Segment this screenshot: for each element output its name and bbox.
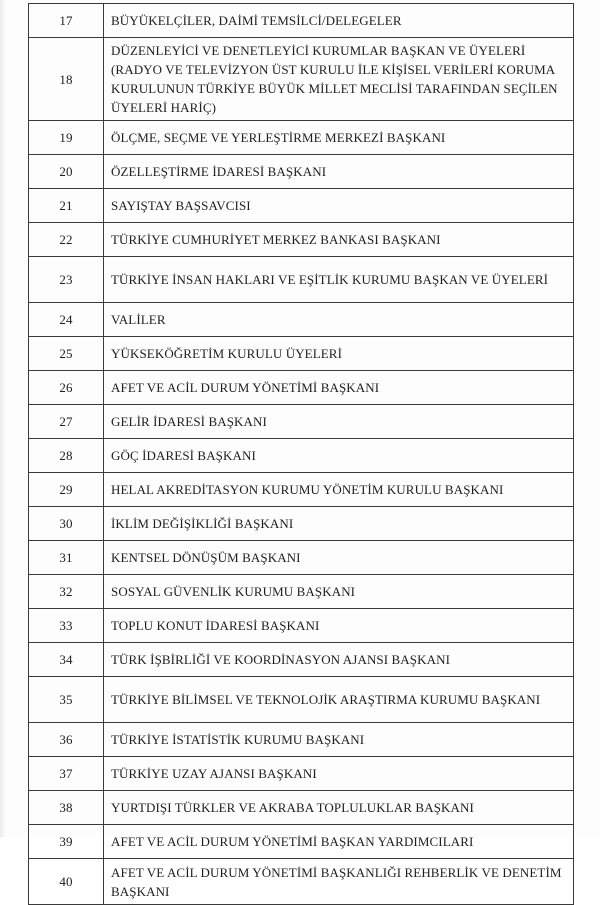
row-number: 19 bbox=[29, 121, 104, 155]
table-row bbox=[29, 337, 574, 371]
row-title: TOPLU KONUT İDARESİ BAŞKANI bbox=[104, 609, 574, 643]
table-row bbox=[29, 223, 574, 257]
row-number: 36 bbox=[29, 723, 104, 757]
row-title: BÜYÜKELÇİLER, DAİMİ TEMSİLCİ/DELEGELER bbox=[104, 4, 574, 38]
table-row bbox=[29, 507, 574, 541]
table-row bbox=[29, 825, 574, 859]
row-title: ÖZELLEŞTİRME İDARESİ BAŞKANI bbox=[104, 155, 574, 189]
row-title: GÖÇ İDARESİ BAŞKANI bbox=[104, 439, 574, 473]
row-title: ÖLÇME, SEÇME VE YERLEŞTİRME MERKEZİ BAŞKANI bbox=[104, 121, 574, 155]
table-row bbox=[29, 757, 574, 791]
row-number: 18 bbox=[29, 38, 104, 121]
row-title: SOSYAL GÜVENLİK KURUMU BAŞKANI bbox=[104, 575, 574, 609]
row-title: TÜRKİYE CUMHURİYET MERKEZ BANKASI BAŞKANI bbox=[104, 223, 574, 257]
row-number: 20 bbox=[29, 155, 104, 189]
table-row bbox=[29, 4, 574, 38]
table-row bbox=[29, 38, 574, 121]
row-title: AFET VE ACİL DURUM YÖNETİMİ BAŞKANI bbox=[104, 371, 574, 405]
row-title: TÜRKİYE UZAY AJANSI BAŞKANI bbox=[104, 757, 574, 791]
row-number: 27 bbox=[29, 405, 104, 439]
row-number: 34 bbox=[29, 643, 104, 677]
row-number: 21 bbox=[29, 189, 104, 223]
row-number: 37 bbox=[29, 757, 104, 791]
row-title: SAYIŞTAY BAŞSAVCISI bbox=[104, 189, 574, 223]
row-number: 26 bbox=[29, 371, 104, 405]
table-row bbox=[29, 257, 574, 303]
row-title: VALİLER bbox=[104, 303, 574, 337]
row-number: 29 bbox=[29, 473, 104, 507]
row-title: AFET VE ACİL DURUM YÖNETİMİ BAŞKANLIĞI REHBERLİK VE DENETİM BAŞKANI bbox=[104, 859, 574, 905]
row-number: 38 bbox=[29, 791, 104, 825]
row-title: TÜRK İŞBİRLİĞİ VE KOORDİNASYON AJANSI BAŞKANI bbox=[104, 643, 574, 677]
row-number: 31 bbox=[29, 541, 104, 575]
table-row bbox=[29, 723, 574, 757]
page-edge-shadow bbox=[0, 0, 6, 837]
table-row bbox=[29, 643, 574, 677]
row-title: YÜKSEKÖĞRETİM KURULU ÜYELERİ bbox=[104, 337, 574, 371]
row-title: KENTSEL DÖNÜŞÜM BAŞKANI bbox=[104, 541, 574, 575]
row-title: GELİR İDARESİ BAŞKANI bbox=[104, 405, 574, 439]
officials-table bbox=[28, 3, 574, 905]
row-number: 17 bbox=[29, 4, 104, 38]
row-number: 33 bbox=[29, 609, 104, 643]
row-number: 25 bbox=[29, 337, 104, 371]
row-number: 22 bbox=[29, 223, 104, 257]
row-number: 35 bbox=[29, 677, 104, 723]
row-title: AFET VE ACİL DURUM YÖNETİMİ BAŞKAN YARDIMCILARI bbox=[104, 825, 574, 859]
row-title: İKLİM DEĞİŞİKLİĞİ BAŞKANI bbox=[104, 507, 574, 541]
table-row bbox=[29, 575, 574, 609]
table-row bbox=[29, 189, 574, 223]
row-number: 40 bbox=[29, 859, 104, 905]
row-title: YURTDIŞI TÜRKLER VE AKRABA TOPLULUKLAR BAŞKANI bbox=[104, 791, 574, 825]
row-title: TÜRKİYE İSTATİSTİK KURUMU BAŞKANI bbox=[104, 723, 574, 757]
table-row bbox=[29, 791, 574, 825]
row-number: 23 bbox=[29, 257, 104, 303]
table-row bbox=[29, 677, 574, 723]
row-number: 32 bbox=[29, 575, 104, 609]
row-number: 24 bbox=[29, 303, 104, 337]
row-number: 39 bbox=[29, 825, 104, 859]
table-row bbox=[29, 609, 574, 643]
table-row bbox=[29, 303, 574, 337]
table-row bbox=[29, 121, 574, 155]
table-row bbox=[29, 439, 574, 473]
table-row bbox=[29, 859, 574, 905]
table-row bbox=[29, 541, 574, 575]
row-title: HELAL AKREDİTASYON KURUMU YÖNETİM KURULU BAŞKANI bbox=[104, 473, 574, 507]
table-row bbox=[29, 405, 574, 439]
row-title: DÜZENLEYİCİ VE DENETLEYİCİ KURUMLAR BAŞKAN VE ÜYELERİ (RADYO VE TELEVİZYON ÜST KURULU İLE KİŞİSEL VERİLERİ KORUMA KURULUNUN TÜRKİYE BÜYÜK MİLLET MECLİSİ TARAFINDAN SEÇİLEN ÜYELERİ HARİÇ) bbox=[104, 38, 574, 121]
row-title: TÜRKİYE İNSAN HAKLARI VE EŞİTLİK KURUMU BAŞKAN VE ÜYELERİ bbox=[104, 257, 574, 303]
table-row bbox=[29, 155, 574, 189]
row-number: 30 bbox=[29, 507, 104, 541]
row-title: TÜRKİYE BİLİMSEL VE TEKNOLOJİK ARAŞTIRMA KURUMU BAŞKANI bbox=[104, 677, 574, 723]
table-row bbox=[29, 371, 574, 405]
row-number: 28 bbox=[29, 439, 104, 473]
table-row bbox=[29, 473, 574, 507]
